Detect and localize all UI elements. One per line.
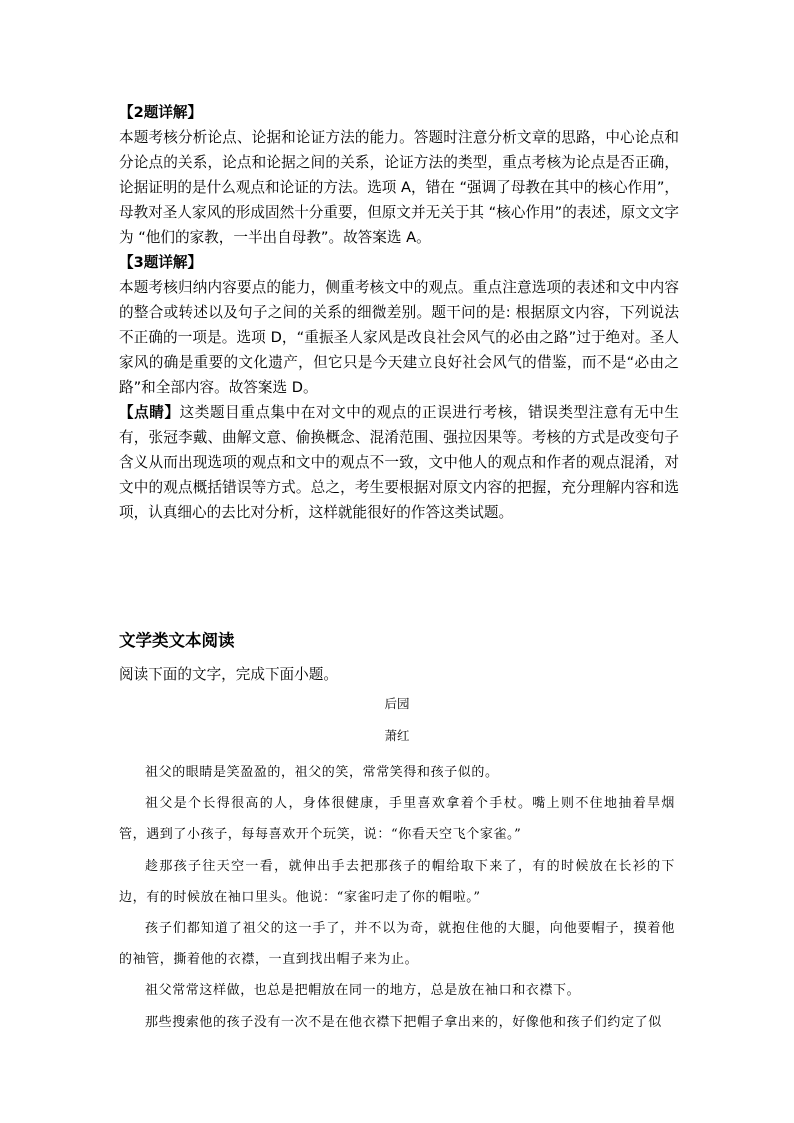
- answer-explanations: [119, 100, 679, 525]
- literary-section-title: 文学类文本阅读: [119, 631, 235, 650]
- section-3-heading: 【3题详解】: [119, 254, 203, 271]
- story-paragraph: 祖父的眼睛是笑盈盈的，祖父的笑，常常笑得和孩子似的。: [145, 765, 499, 780]
- section-2-heading: 【2题详解】: [119, 104, 203, 121]
- story-text: [119, 757, 675, 1038]
- section-2-body: 本题考核分析论点、论据和论证方法的能力。答题时注意分析文章的思路，中心论点和分论点的关系，论点和论据之间的关系，论证方法的类型，重点考核为论点是否正确，论据证明的是什么观点和论证的方法。选项 A，错在 “强调了母教在其中的核心作用”，母教对圣人家风的形成固然十分重要，但原文并无关于其 “核心作用”的表述，原文文字为 “他们的家教，一半出自母教”。故答案选 A。: [119, 129, 679, 246]
- section-3-body: 本题考核归纳内容要点的能力，侧重考核文中的观点。重点注意选项的表述和文中内容的整合或转述以及句子之间的关系的细微差别。题干问的是: 根据原文内容，下列说法不正确的一项是。选项 D，“重振圣人家风是改良社会风气的必由之路”过于绝对。圣人家风的确是重要的文化遗产，但它只是今天建立良好社会风气的借鉴，而不是“必由之路”和全部内容。故答案选 D。: [119, 279, 679, 396]
- dianjing-body: 这类题目重点集中在对文中的观点的正误进行考核，错误类型注意有无中生有，张冠李戴、曲解文意、偷换概念、混淆范围、强拉因果等。考核的方式是改变句子含义从而出现选项的观点和文中的观点不一致，文中他人的观点和作者的观点混淆，对文中的观点概括错误等方式。总之，考生要根据对原文内容的把握，充分理解内容和选项，认真细心的去比对分析，这样就能很好的作答这类试题。: [119, 404, 679, 521]
- story-paragraph: 趁那孩子往天空一看，就伸出手去把那孩子的帽给取下来了，有的时候放在长衫的下边，有的时候放在袖口里头。他说：“家雀叼走了你的帽啦。”: [119, 858, 675, 905]
- dianjing-label: 【点睛】: [119, 404, 180, 421]
- story-paragraph: 祖父是个长得很高的人，身体很健康，手里喜欢拿着个手杖。嘴上则不住地抽着旱烟管，遇到了小孩子，每每喜欢开个玩笑，说：“你看天空飞个家雀。”: [119, 796, 675, 843]
- reading-instruction: 阅读下面的文字，完成下面小题。: [119, 666, 338, 683]
- story-paragraph: 那些搜索他的孩子没有一次不是在他衣襟下把帽子拿出来的，好像他和孩子们约定了似: [145, 1014, 662, 1030]
- story-author: 萧红: [384, 728, 410, 743]
- dianjing-paragraph: [119, 400, 679, 525]
- story-paragraph: 祖父常常这样做，也总是把帽放在同一的地方，总是放在袖口和衣襟下。: [145, 983, 581, 999]
- story-title: 后园: [384, 696, 410, 711]
- story-paragraph: 孩子们都知道了祖父的这一手了，并不以为奇，就抱住他的大腿，向他要帽子，摸着他的袖管，撕着他的衣襟，一直到找出帽子来为止。: [119, 921, 675, 968]
